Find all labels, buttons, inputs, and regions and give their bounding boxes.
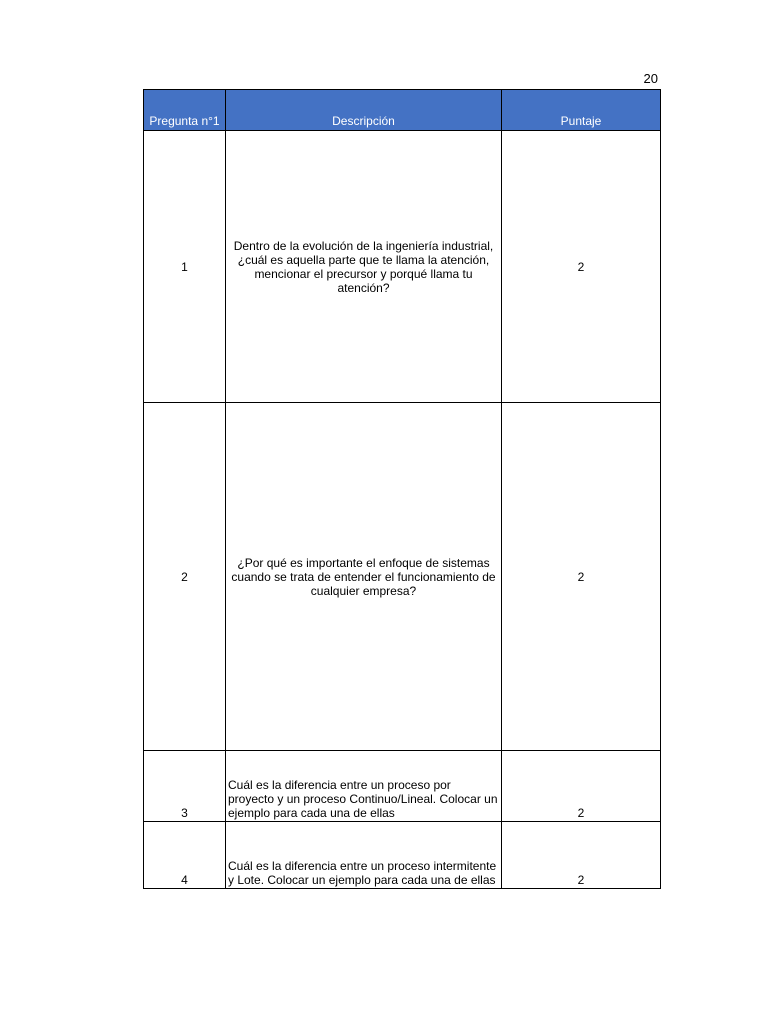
question-score: 2 — [502, 403, 661, 751]
table-row — [144, 822, 661, 889]
questions-table — [143, 89, 661, 889]
question-score: 2 — [502, 822, 661, 889]
header-description: Descripción — [226, 90, 502, 131]
header-score: Puntaje — [502, 90, 661, 131]
table-header-row — [144, 90, 661, 131]
question-description: Dentro de la evolución de la ingeniería industrial, ¿cuál es aquella parte que te llama la atención, mencionar el precursor y porqué llama tu atención? — [226, 131, 502, 403]
total-score: 20 — [643, 71, 658, 86]
question-description: Cuál es la diferencia entre un proceso intermitente y Lote. Colocar un ejemplo para cada una de ellas — [226, 822, 502, 889]
table-row — [144, 751, 661, 822]
question-number: 1 — [144, 131, 226, 403]
question-number: 4 — [144, 822, 226, 889]
table-row — [144, 403, 661, 751]
header-question-number: Pregunta n°1 — [144, 90, 226, 131]
question-score: 2 — [502, 751, 661, 822]
table-row — [144, 131, 661, 403]
question-number: 2 — [144, 403, 226, 751]
question-number: 3 — [144, 751, 226, 822]
question-description: ¿Por qué es importante el enfoque de sistemas cuando se trata de entender el funcionamiento de cualquier empresa? — [226, 403, 502, 751]
question-score: 2 — [502, 131, 661, 403]
question-description: Cuál es la diferencia entre un proceso por proyecto y un proceso Continuo/Lineal. Colocar un ejemplo para cada una de ellas — [226, 751, 502, 822]
